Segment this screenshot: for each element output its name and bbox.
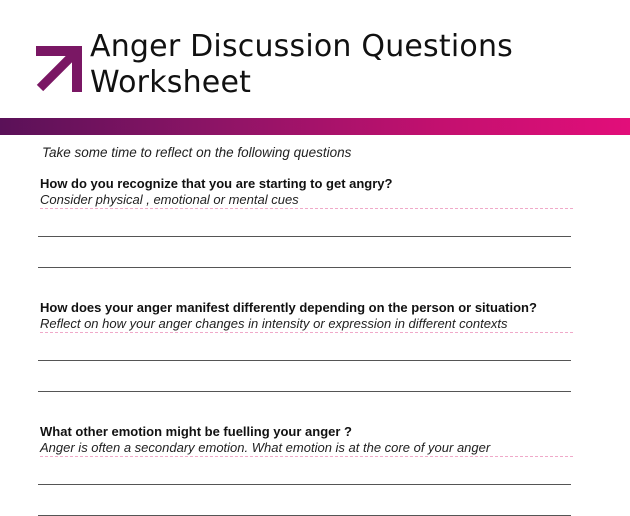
- answer-line[interactable]: [38, 391, 571, 392]
- diagonal-arrow-up-right-icon: [34, 44, 84, 94]
- question-hint: Anger is often a secondary emotion. What emotion is at the core of your anger: [40, 440, 573, 457]
- question-heading: How do you recognize that you are starting to get angry?: [40, 176, 393, 191]
- question-hint: Reflect on how your anger changes in intensity or expression in different contexts: [40, 316, 573, 333]
- intro-text: Take some time to reflect on the following questions: [42, 145, 352, 160]
- question-heading: How does your anger manifest differently depending on the person or situation?: [40, 300, 537, 315]
- answer-line[interactable]: [38, 484, 571, 485]
- answer-line[interactable]: [38, 360, 571, 361]
- answer-line[interactable]: [38, 236, 571, 237]
- page-title-line-1: Anger Discussion Questions: [90, 29, 513, 64]
- page-title: [90, 29, 513, 101]
- answer-line[interactable]: [38, 267, 571, 268]
- page-title-line-2: Worksheet: [90, 65, 252, 100]
- question-hint: Consider physical , emotional or mental cues: [40, 192, 573, 209]
- question-heading: What other emotion might be fuelling your anger ?: [40, 424, 352, 439]
- gradient-banner: [0, 118, 630, 135]
